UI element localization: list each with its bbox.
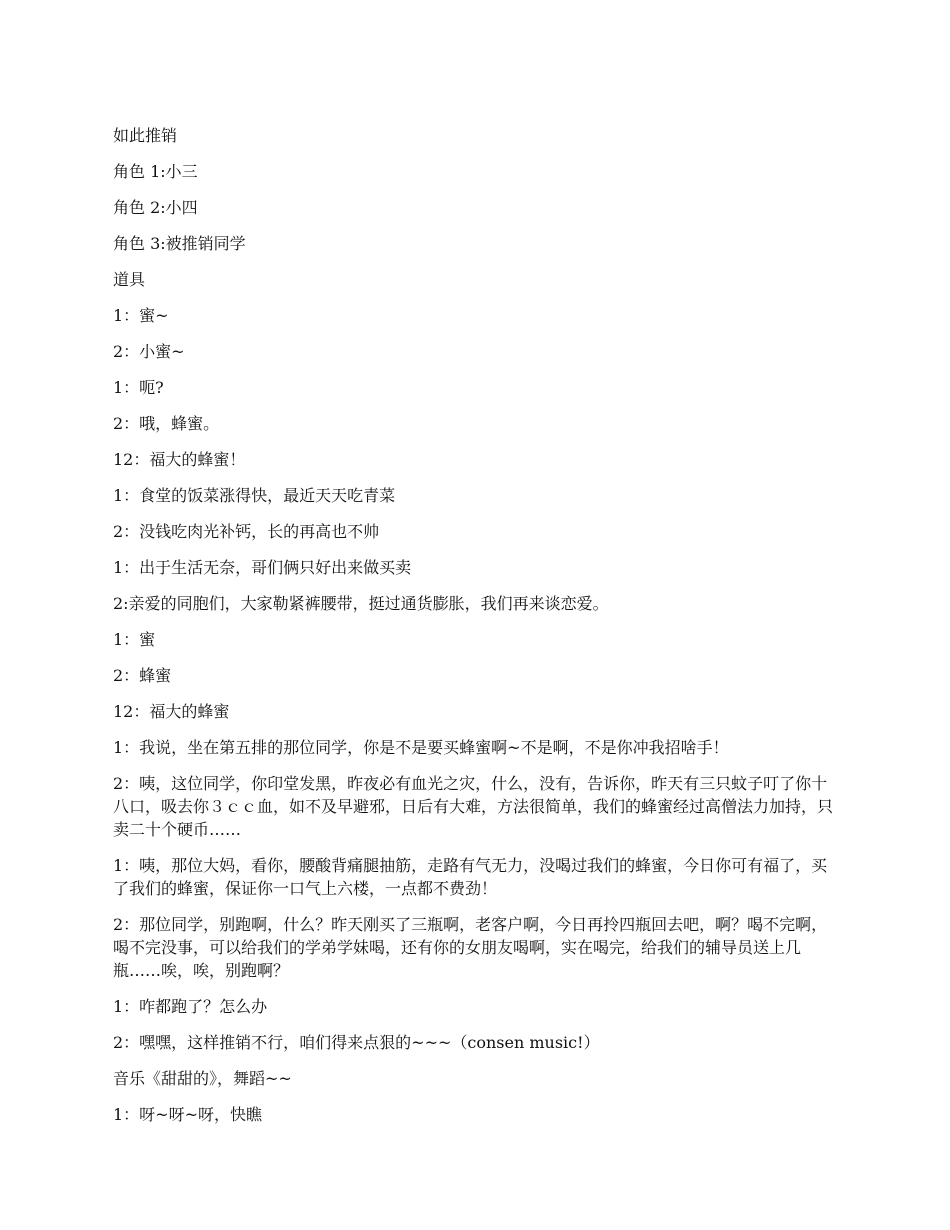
dialogue-line: 1：咦，那位大妈，看你，腰酸背痛腿抽筋，走路有气无力，没喝过我们的蜂蜜，今日你可有福了，买了我们的蜂蜜，保证你一口气上六楼，一点都不费劲！ — [113, 856, 828, 898]
dialogue-line: 2：没钱吃肉光补钙，长的再高也不帅 — [113, 522, 380, 541]
dialogue-line: 12：福大的蜂蜜！ — [113, 450, 246, 469]
dialogue-line: 1：呃? — [113, 378, 164, 397]
dialogue-line: 1：咋都跑了？怎么办 — [113, 997, 268, 1016]
role-1-line: 角色 1:小三 — [113, 162, 198, 181]
document-title: 如此推销 — [113, 126, 178, 145]
dialogue-line: 2：哦，蜂蜜。 — [113, 414, 220, 433]
dialogue-line: 1：出于生活无奈，哥们俩只好出来做买卖 — [113, 558, 412, 577]
document-body — [113, 124, 843, 1139]
props-line: 道具 — [113, 270, 146, 289]
dialogue-line: 1：蜜~ — [113, 306, 169, 325]
stage-direction: 音乐《甜甜的》，舞蹈~~ — [113, 1069, 292, 1088]
dialogue-line: 12：福大的蜂蜜 — [113, 702, 230, 721]
dialogue-line: 1：食堂的饭菜涨得快，最近天天吃青菜 — [113, 486, 396, 505]
dialogue-line: 1：我说，坐在第五排的那位同学，你是不是要买蜂蜜啊~不是啊，不是你冲我招啥手！ — [113, 738, 729, 757]
dialogue-line: 2：蜂蜜 — [113, 666, 172, 685]
dialogue-line: 1：蜜 — [113, 630, 156, 649]
role-3-line: 角色 3:被推销同学 — [113, 234, 246, 253]
dialogue-line: 2：小蜜~ — [113, 342, 185, 361]
role-2-line: 角色 2:小四 — [113, 198, 198, 217]
dialogue-line: 2：嘿嘿，这样推销不行，咱们得来点狠的~~~（consen music!） — [113, 1033, 600, 1052]
dialogue-line: 2：咦，这位同学，你印堂发黑，昨夜必有血光之灾，什么，没有，告诉你，昨天有三只蚊子叮了你十八口，吸去你３ｃｃ血，如不及早避邪，日后有大难，方法很简单，我们的蜂蜜经过高僧法力加持，只卖二十个硬币…… — [113, 774, 834, 839]
dialogue-line: 1：呀~呀~呀，快瞧 — [113, 1105, 262, 1124]
dialogue-line: 2：那位同学，别跑啊，什么？昨天刚买了三瓶啊，老客户啊，今日再拎四瓶回去吧，啊？喝不完啊，喝不完没事，可以给我们的学弟学妹喝，还有你的女朋友喝啊，实在喝完，给我们的辅导员送上几瓶……唉，唉，别跑啊？ — [113, 915, 828, 980]
dialogue-line: 2:亲爱的同胞们，大家勒紧裤腰带，挺过通货膨胀，我们再来谈恋爱。 — [113, 594, 609, 613]
